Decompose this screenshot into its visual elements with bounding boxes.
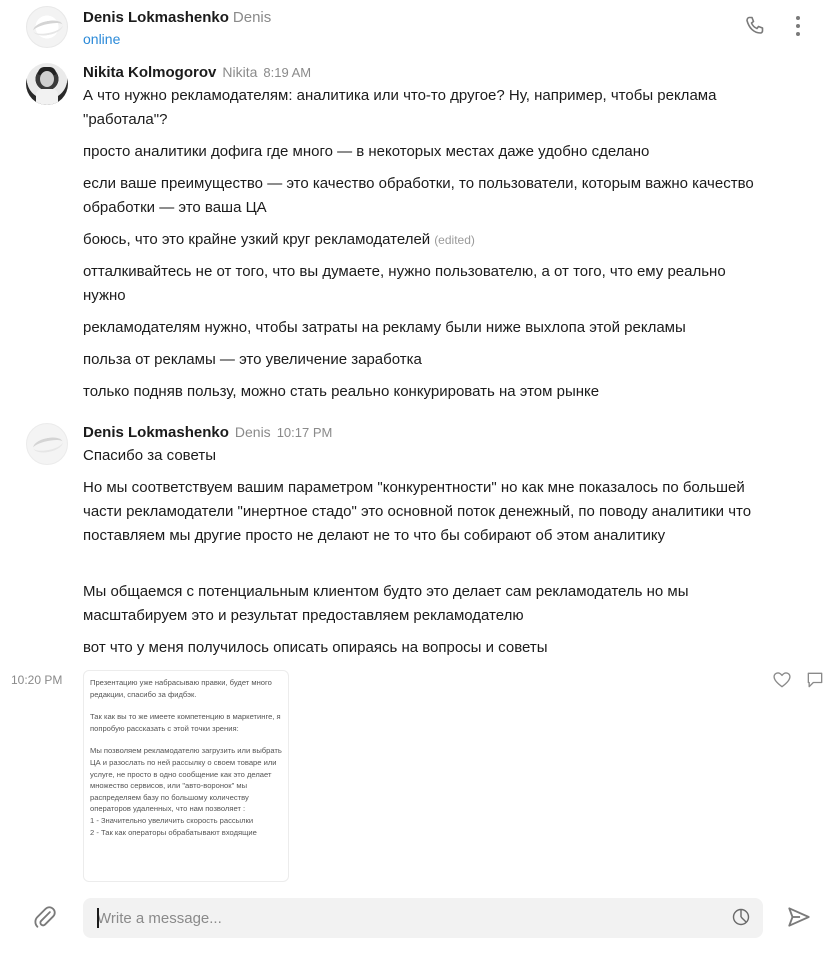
message-text: Мы общаемся с потенциальным клиентом будто это делает сам рекламодатель но мы масштабируем это и результат предоставляем рекламодателю [83,583,689,624]
message-input-container[interactable] [83,898,763,938]
send-icon[interactable] [786,904,814,932]
message-input[interactable] [97,898,717,938]
avatar[interactable] [26,423,68,465]
heart-icon[interactable] [772,670,794,692]
message-composer [0,888,828,953]
message-text: просто аналитики дофига где много — в некоторых местах даже удобно сделано [83,143,650,160]
message-text: Спасибо за советы [83,447,216,464]
message-text: боюсь, что это крайне узкий круг рекламодателей [83,231,431,248]
message-text-edited [83,228,763,252]
attachment-paragraph: Мы позволяем рекламодателю загрузить или выбрать ЦА и разослать по ней рассылку о своем товаре или услуге, не просто в одно сообщение как это делает множество сервисов, или "авто-воронок" мы распределяем базу по большому количеству операторов удаленных, что нам позволяет : [90,746,282,814]
image-attachment[interactable] [83,670,289,882]
contact-status: online [83,31,121,47]
author-nickname: Denis [234,424,271,440]
message-text: рекламодателям нужно, чтобы затраты на рекламу были ниже выхлопа этой рекламы [83,319,686,336]
avatar-face [40,71,54,87]
chat-header [0,0,828,56]
emoji-icon[interactable] [731,907,753,929]
attachment-document [84,671,288,838]
contact-nickname: Denis [232,9,272,26]
message-text: если ваше преимущество — это качество обработки, то пользователи, которым важно качество обработки — это ваша ЦА [83,175,754,216]
message-text: польза от рекламы — это увеличение заработка [83,351,422,368]
message-author-line [83,64,311,81]
text-caret [97,908,99,928]
attachment-paragraph: Так как вы то же имеете компетенцию в маркетинге, я попробую рассказать с этой точки зрения: [90,712,281,733]
avatar-shirt [36,89,58,105]
message-author-line [83,424,332,441]
avatar-logo [32,18,64,38]
message-time: 10:20 PM [11,673,63,687]
contact-name: Denis Lokmashenko [83,9,229,26]
author-name[interactable]: Nikita Kolmogorov [83,64,217,81]
author-name[interactable]: Denis Lokmashenko [83,424,229,441]
phone-icon[interactable] [742,12,770,40]
message-time: 8:19 AM [263,65,312,80]
message-text: только подняв пользу, можно стать реально конкурировать на этом рынке [83,383,600,400]
avatar-logo [32,435,64,455]
message-text: вот что у меня получилось описать опираясь на вопросы и советы [83,639,548,656]
message-text: отталкивайтесь не от того, что вы думаете, нужно пользователю, а от того, что ему реально нужно [83,263,726,304]
message-text: Но мы соответствуем вашим параметром "конкурентности" но как мне показалось по большей части рекламодатели "инертное стадо" это основной поток денежный, по поводу аналитики что поставляем мы другие просто не делают не то что бы собирают об этом аналитику [83,479,752,544]
message-time: 10:17 PM [276,425,333,440]
attachment-paragraph: 2 - Так как операторы обрабатывают входящие [90,827,257,837]
message-text: А что нужно рекламодателям: аналитика или что-то другое? Ну, например, чтобы реклама "работала"? [83,87,717,128]
reply-icon[interactable] [805,670,827,692]
chat-title[interactable] [83,9,271,26]
attachment-paragraph: Презентацию уже набрасываю правки, будет много редакции, спасибо за фидбэк. [90,678,272,699]
author-nickname: Nikita [222,64,258,80]
attachment-paragraph: 1 - Значительно увеличить скорость рассылки [90,815,254,825]
more-vertical-icon[interactable] [784,12,812,40]
avatar[interactable] [26,6,68,48]
paperclip-icon[interactable] [32,904,60,932]
avatar[interactable] [26,63,68,105]
edited-label: (edited) [434,233,475,247]
